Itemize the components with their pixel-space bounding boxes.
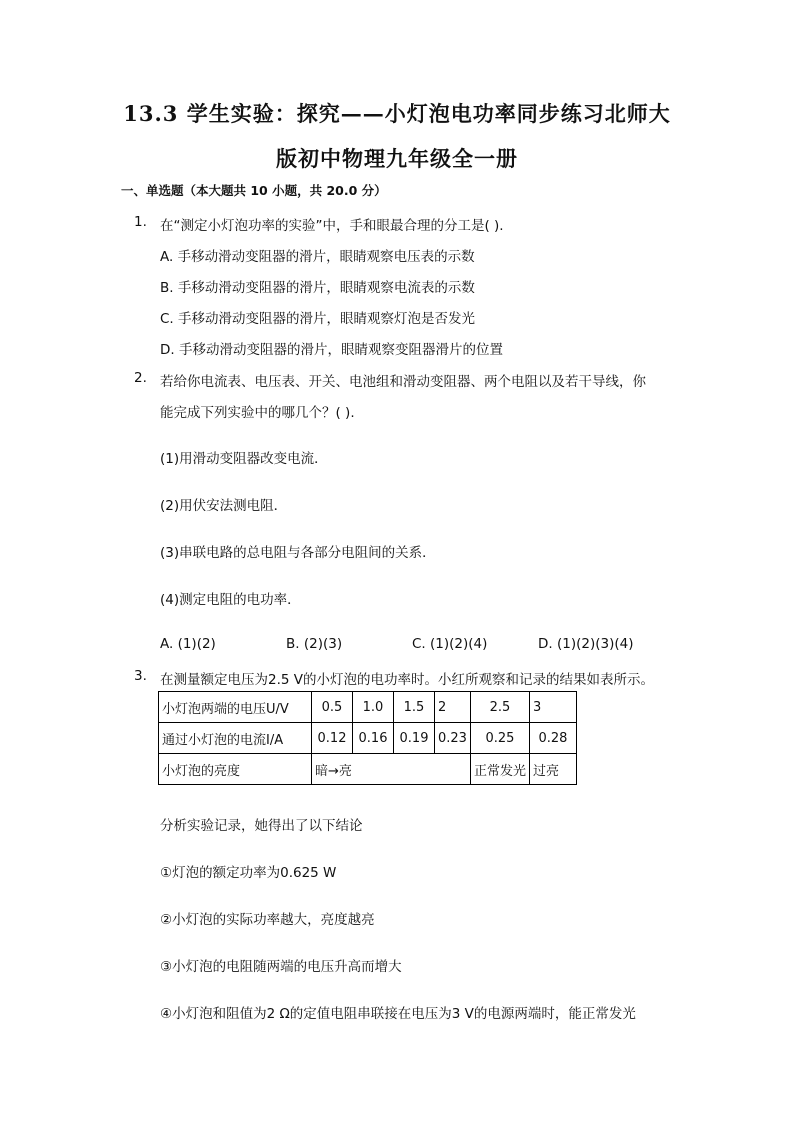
question-1-option-c: C. 手移动滑动变阻器的滑片，眼睛观察灯泡是否发光 [160,311,476,327]
question-2-item-2: (2)用伏安法测电阻． [160,498,288,514]
table-row-brightness [159,754,577,785]
voltage-cell: 2 [435,692,471,723]
conclusion-4: ④小灯泡和阻值为2 Ω的定值电阻串联接在电压为3 V的电源两端时，能正常发光 [160,1006,636,1022]
voltage-cell: 1.0 [353,692,394,723]
question-2-option-a: A. (1)(2) [160,636,216,652]
row-label-brightness: 小灯泡的亮度 [159,754,312,785]
current-cell: 0.16 [353,723,394,754]
voltage-cell: 3 [529,692,576,723]
question-2-item-1: (1)用滑动变阻器改变电流． [160,451,328,467]
current-cell: 0.28 [529,723,576,754]
question-3-number: 3. [134,668,147,684]
question-2-option-d: D. (1)(2)(3)(4) [538,636,634,652]
conclusion-1: ①灯泡的额定功率为0.625 W [160,865,337,881]
current-cell: 0.19 [394,723,435,754]
row-label-voltage: 小灯泡两端的电压U/V [159,692,312,723]
question-2-option-b: B. (2)(3) [286,636,343,652]
brightness-normal: 正常发光 [470,754,529,785]
analysis-text: 分析实验记录，她得出了以下结论 [160,818,363,834]
table-row-voltage [159,692,577,723]
voltage-cell: 1.5 [394,692,435,723]
table-row-current [159,723,577,754]
brightness-dim-to-bright: 暗→亮 [312,754,471,785]
question-1-stem: 在“测定小灯泡功率的实验”中，手和眼最合理的分工是( ). [160,218,504,234]
conclusion-2: ②小灯泡的实际功率越大，亮度越亮 [160,912,375,928]
voltage-cell: 0.5 [312,692,353,723]
measurement-table [158,691,577,785]
question-1-option-a: A. 手移动滑动变阻器的滑片，眼睛观察电压表的示数 [160,249,475,265]
current-cell: 0.25 [470,723,529,754]
question-2-option-c: C. (1)(2)(4) [412,636,488,652]
question-1-number: 1. [134,214,147,230]
question-2-number: 2. [134,370,147,386]
question-2-stem-line-1: 若给你电流表、电压表、开关、电池组和滑动变阻器、两个电阻以及若干导线，你 [160,374,646,390]
document-title-line-1: 13.3 学生实验：探究——小灯泡电功率同步练习北师大 [123,101,671,126]
current-cell: 0.12 [312,723,353,754]
question-2-item-3: (3)串联电路的总电阻与各部分电阻间的关系． [160,545,436,561]
question-1-option-b: B. 手移动滑动变阻器的滑片，眼睛观察电流表的示数 [160,280,475,296]
row-label-current: 通过小灯泡的电流I/A [159,723,312,754]
document-title-line-2: 版初中物理九年级全一册 [276,146,518,171]
question-2-stem-line-2: 能完成下列实验中的哪几个？( ). [160,405,355,421]
conclusion-3: ③小灯泡的电阻随两端的电压升高而增大 [160,959,402,975]
voltage-cell: 2.5 [470,692,529,723]
section-heading: 一、单选题（本大题共 10 小题，共 20.0 分） [121,183,387,198]
brightness-over: 过亮 [529,754,576,785]
question-3-stem: 在测量额定电压为2.5 V的小灯泡的电功率时。小红所观察和记录的结果如表所示。 [160,672,654,688]
question-1-option-d: D. 手移动滑动变阻器的滑片，眼睛观察变阻器滑片的位置 [160,342,503,358]
question-2-item-4: (4)测定电阻的电功率． [160,592,301,608]
current-cell: 0.23 [435,723,471,754]
